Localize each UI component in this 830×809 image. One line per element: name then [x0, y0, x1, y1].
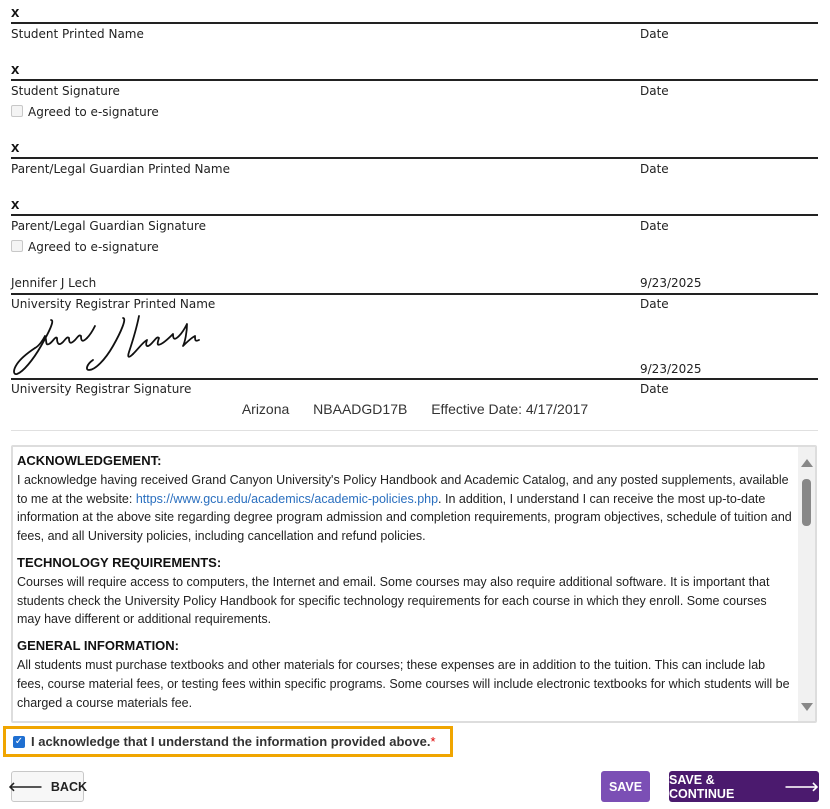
esign-label: Agreed to e-signature — [28, 105, 159, 119]
signature-x-mark: x — [11, 139, 20, 156]
signature-x-mark: x — [11, 4, 20, 21]
scroll-up-arrow-icon[interactable] — [801, 459, 813, 467]
student-signature-label: Student Signature — [11, 84, 120, 98]
registrar-signature-date-value: 9/23/2025 — [640, 362, 702, 376]
student-esign-checkbox-row[interactable] — [11, 105, 159, 119]
footer-state: Arizona — [241, 401, 290, 417]
registrar-printed-name-label: University Registrar Printed Name — [11, 297, 216, 311]
acknowledgement-heading: ACKNOWLEDGEMENT: — [17, 453, 162, 468]
general-info-paragraph: All students must purchase textbooks and other materials for courses; these expenses are in addition to the tuition. This can include lab fees, course material fees, or testing fees within specific programs. Some courses will include electronic textbooks for which students will be charged a course materials fee. — [17, 657, 790, 710]
general-info-heading: GENERAL INFORMATION: — [17, 638, 180, 654]
technology-heading: TECHNOLOGY REQUIREMENTS: — [17, 554, 222, 570]
signature-x-mark: x — [11, 196, 20, 213]
back-button[interactable] — [8, 771, 87, 802]
section-divider — [11, 430, 818, 431]
scrollbar-thumb[interactable] — [802, 479, 811, 526]
date-label: Date — [640, 219, 669, 233]
registrar-signature-image — [11, 312, 201, 378]
arrow-right-icon: 🡒 — [784, 778, 819, 794]
parent-printed-name-label: Parent/Legal Guardian Printed Name — [11, 162, 230, 176]
arrow-left-icon: 🡐 — [8, 778, 43, 794]
acknowledgement-content — [17, 452, 792, 720]
signature-line — [11, 293, 818, 295]
date-label: Date — [640, 84, 669, 98]
required-marker: * — [430, 734, 436, 749]
save-button[interactable] — [601, 771, 650, 802]
esign-checkbox[interactable] — [11, 105, 23, 117]
esign-checkbox[interactable] — [11, 240, 23, 252]
parent-esign-checkbox-row[interactable] — [11, 240, 159, 254]
signature-line — [11, 214, 818, 216]
date-label: Date — [640, 162, 669, 176]
date-label: Date — [640, 297, 669, 311]
acknowledgement-paragraph: I acknowledge having received Grand Canyon University's Policy Handbook and Academic Catalog, and any posted supplements, available to me at the website: https://www.gcu.edu/academics/academic-policies.php. In addition, I understand I can receive the most up-to-date information at the above site regarding degree program admission and completion requirements, program objectives, schedule of tuition and fees, and all University policies, including cancellation and refund policies. — [17, 472, 792, 544]
footer-effective-date: Effective Date: 4/17/2017 — [431, 401, 589, 417]
acknowledgement-scroll-box[interactable] — [11, 445, 817, 723]
signature-line — [11, 22, 818, 24]
signature-x-mark: x — [11, 61, 20, 78]
signature-line — [11, 378, 818, 380]
registrar-printed-name-value: Jennifer J Lech — [11, 276, 97, 290]
student-printed-name-label: Student Printed Name — [11, 27, 144, 41]
registrar-signature-label: University Registrar Signature — [11, 382, 192, 396]
scroll-down-arrow-icon[interactable] — [801, 703, 813, 711]
esign-label: Agreed to e-signature — [28, 240, 159, 254]
date-label: Date — [640, 27, 669, 41]
acknowledge-checkbox-row[interactable] — [3, 726, 453, 757]
date-label: Date — [640, 382, 669, 396]
parent-signature-label: Parent/Legal Guardian Signature — [11, 219, 207, 233]
save-continue-label: SAVE & CONTINUE — [669, 772, 735, 801]
save-and-continue-button[interactable] — [669, 771, 819, 802]
registrar-printed-name-date-value: 9/23/2025 — [640, 276, 702, 290]
save-button-label: SAVE — [608, 779, 643, 794]
policies-link[interactable]: https://www.gcu.edu/academics/academic-policies.php — [135, 491, 439, 506]
form-footer-info — [0, 401, 830, 417]
signature-line — [11, 79, 818, 81]
acknowledge-label: I acknowledge that I understand the information provided above. — [31, 734, 431, 749]
signature-line — [11, 157, 818, 159]
footer-code: NBAADGD17B — [313, 401, 408, 417]
technology-paragraph: Courses will require access to computers, the Internet and email. Some courses may also require additional software. It is important that students check the University Policy Handbook for specific technology requirements for each course in which they enroll. Some courses may have different or additional requirements. — [17, 574, 770, 627]
vertical-scrollbar[interactable] — [798, 447, 815, 721]
acknowledge-checkbox[interactable]: ✓ — [14, 735, 24, 747]
back-button-label: BACK — [50, 779, 87, 794]
